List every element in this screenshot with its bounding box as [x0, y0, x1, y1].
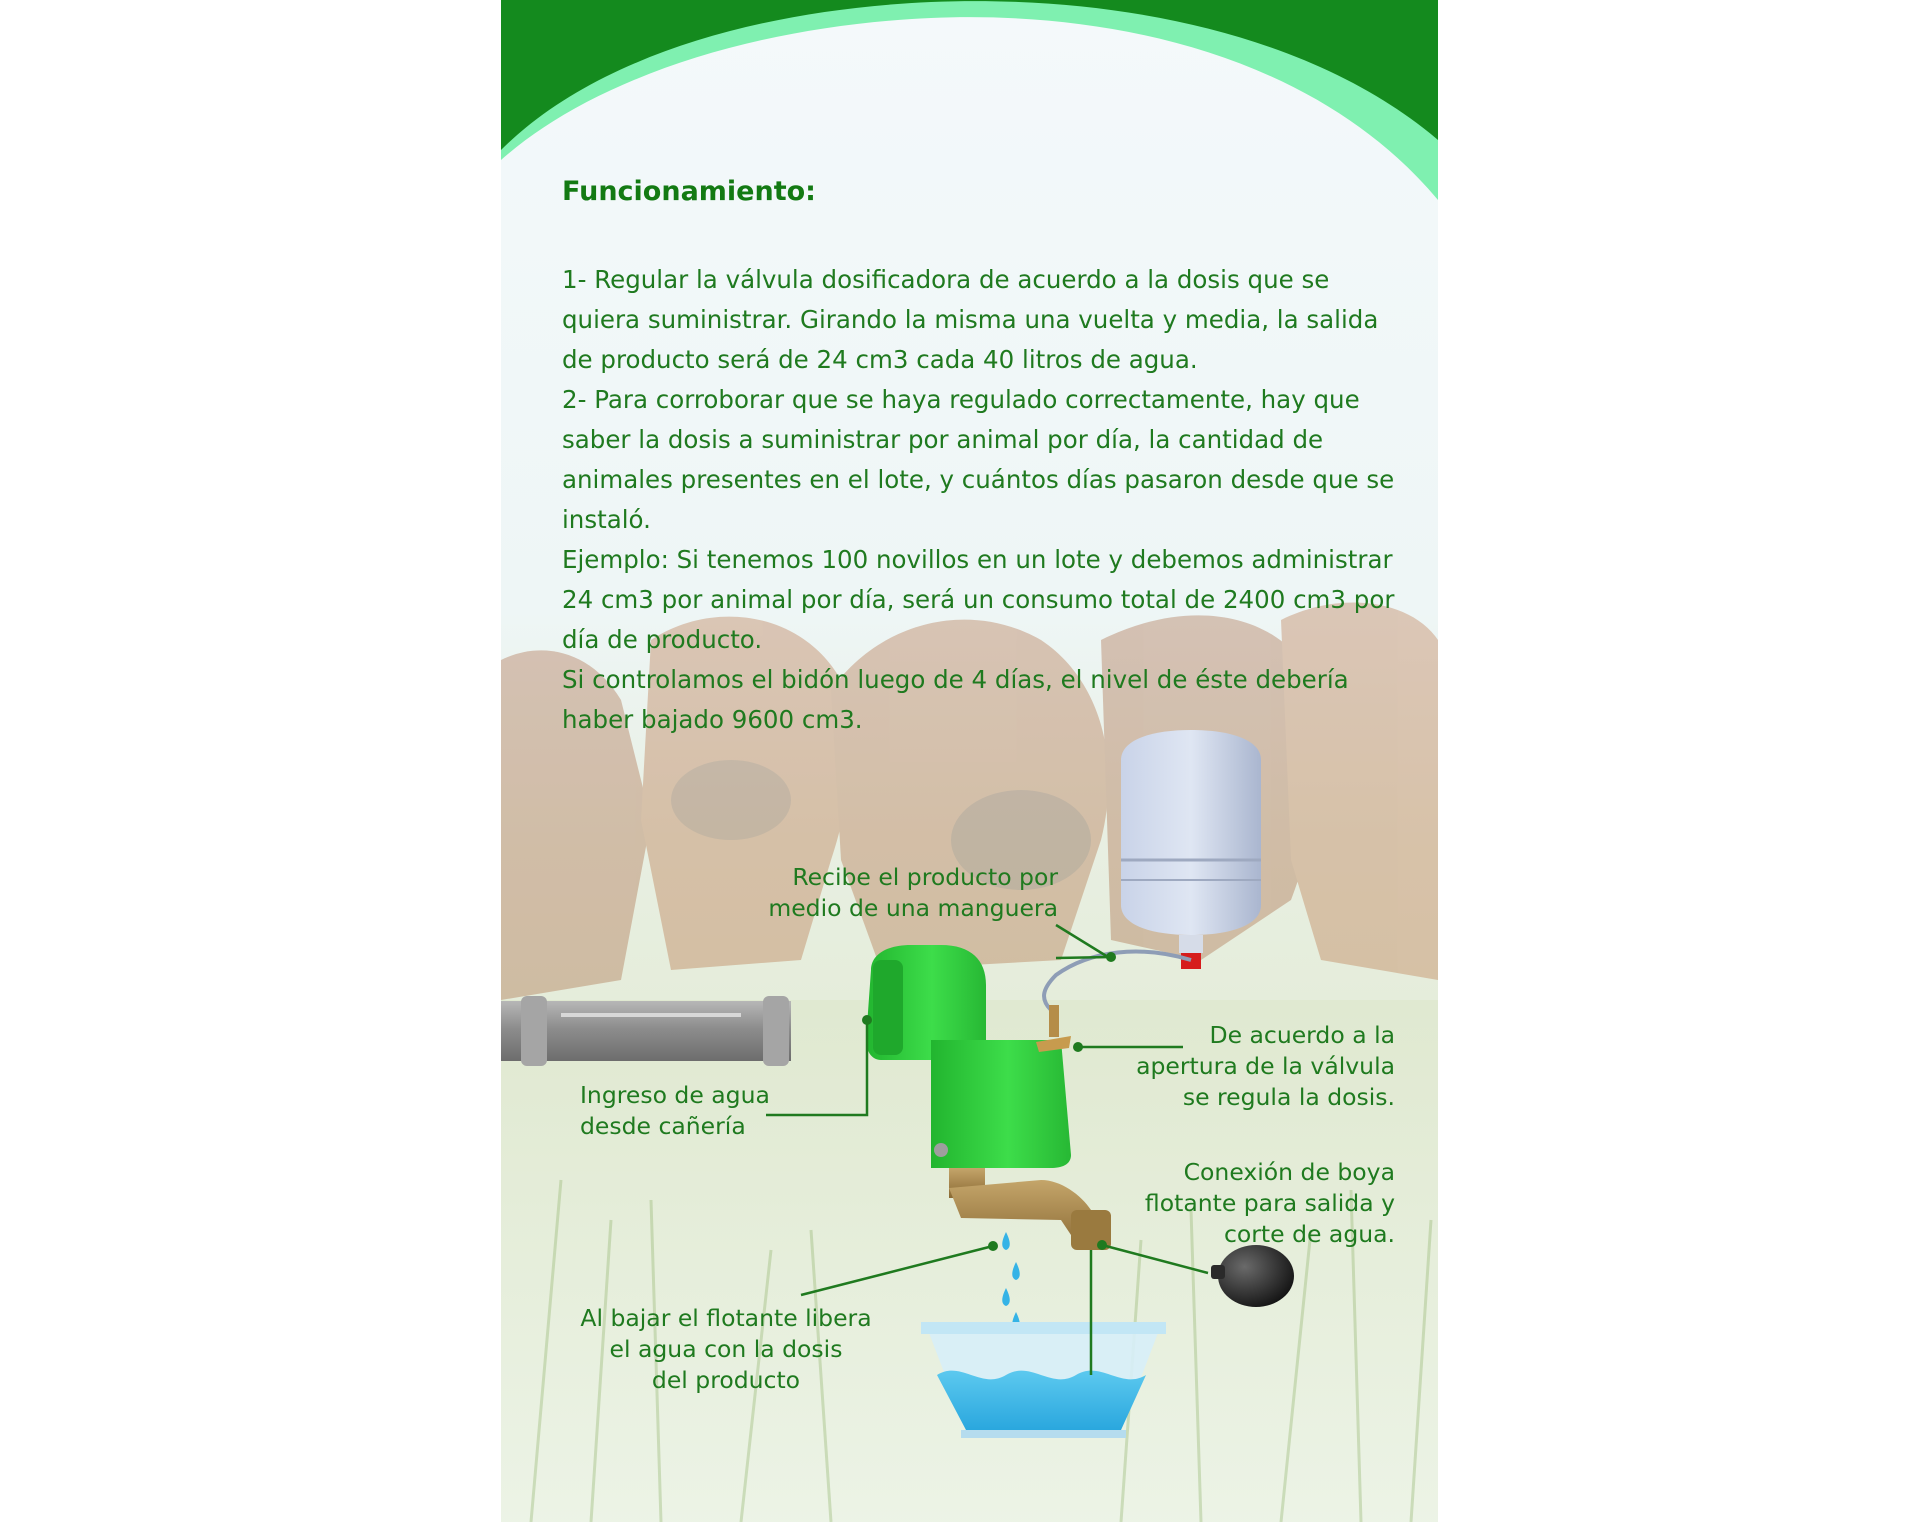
text-line: Si controlamos el bidón luego de 4 días, el nivel de éste debería: [562, 665, 1349, 694]
text-line: haber bajado 9600 cm3.: [562, 705, 863, 734]
page-title: Funcionamiento:: [562, 176, 816, 207]
label-line: corte de agua.: [1223, 1220, 1395, 1248]
dose-label: [1136, 1020, 1395, 1113]
label-line: Conexión de boya: [1183, 1158, 1395, 1186]
label-line: del producto: [651, 1366, 801, 1394]
text-line: 1- Regular la válvula dosificadora de acuerdo a la dosis que se: [562, 265, 1330, 294]
label-line: desde cañería: [580, 1112, 746, 1140]
label-line: medio de una manguera: [768, 894, 1058, 922]
instructions-text: [562, 260, 1422, 740]
label-line: Recibe el producto por: [792, 863, 1058, 891]
inlet-label: [580, 1080, 770, 1142]
text-line: saber la dosis a suministrar por animal por día, la cantidad de: [562, 425, 1324, 454]
label-line: el agua con la dosis: [609, 1335, 843, 1363]
label-line: De acuerdo a la: [1209, 1021, 1395, 1049]
label-line: se regula la dosis.: [1182, 1083, 1395, 1111]
text-line: Ejemplo: Si tenemos 100 novillos en un lote y debemos administrar: [562, 545, 1393, 574]
label-line: flotante para salida y: [1144, 1189, 1395, 1217]
background-scene: [501, 0, 1438, 1522]
info-panel: [501, 0, 1438, 1522]
inlet-pipe: [501, 996, 791, 1066]
text-line: día de producto.: [562, 625, 763, 654]
text-line: quiera suministrar. Girando la misma una vuelta y media, la salida: [562, 305, 1379, 334]
label-line: apertura de la válvula: [1136, 1052, 1395, 1080]
float-label: [1145, 1157, 1395, 1250]
label-line: Ingreso de agua: [580, 1081, 770, 1109]
label-line: Al bajar el flotante libera: [580, 1304, 872, 1332]
release-label: [580, 1303, 872, 1396]
text-line: instaló.: [562, 505, 651, 534]
text-line: de producto será de 24 cm3 cada 40 litros de agua.: [562, 345, 1198, 374]
text-line: animales presentes en el lote, y cuántos días pasaron desde que se: [562, 465, 1395, 494]
text-line: 24 cm3 por animal por día, será un consumo total de 2400 cm3 por: [562, 585, 1395, 614]
hose-label: [768, 862, 1058, 924]
text-line: 2- Para corroborar que se haya regulado correctamente, hay que: [562, 385, 1360, 414]
